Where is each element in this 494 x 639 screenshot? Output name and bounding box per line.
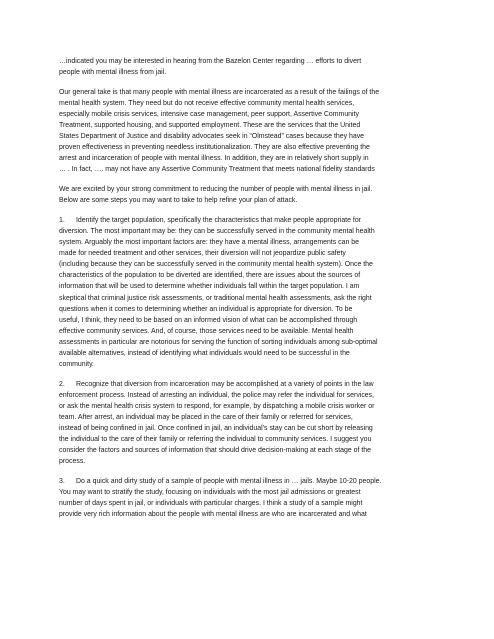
text-line [59, 215, 439, 226]
text-line: provide very rich information about the people with mental illness are who are incarcerated and what [59, 511, 367, 519]
text-line: instead of being confined in jail. Once confined in jail, an individual’s stay can be cut short by releasing [59, 425, 373, 433]
text-line: number of days spent in jail, or individuals with particular charges. I think a study of a sample might [59, 500, 363, 508]
text-line: especially mobile crisis services, intensive case management, peer support, Assertive Community [59, 110, 359, 118]
text-line: useful, I think, they need to be based on an informed vision of what can be accomplished through [59, 316, 358, 324]
list-number: 1. [59, 216, 65, 224]
text-line: We are excited by your strong commitment to reducing the number of people with mental illness in jail. [59, 186, 373, 194]
paragraph-step-2 [59, 379, 439, 468]
text-line: consider the factors and sources of information that should drive decision-making at each stage of the [59, 447, 371, 455]
text-line: arrest and incarceration of people with mental illness. In addition, they are in relatively short supply in [59, 155, 369, 163]
text-line: system. Arguably the most important factors are: they have a mental illness, arrangements can be [59, 239, 359, 247]
text-line: States Department of Justice and disability advocates seek in “Olmstead” cases because they have [59, 133, 365, 141]
text-line [59, 379, 439, 390]
text-line: people with mental illness from jail. [59, 69, 167, 77]
text-line: (including because they can be successfully served in the community mental health system). Once the [59, 261, 373, 269]
text-line: information that will be used to determine whether individuals fall within the target population. I am [59, 283, 360, 291]
text-line: assessments in particular are notorious for serving the function of sorting individuals among sub-optimal [59, 338, 378, 346]
paragraph-intro [59, 56, 439, 78]
text-line: questions when it comes to determining whether an individual is appropriate for diversion. To be [59, 305, 353, 313]
list-number: 2. [59, 380, 65, 388]
paragraph-step-3 [59, 476, 439, 520]
document-body [59, 56, 439, 529]
text-line: team. After arrest, an individual may be placed in the care of their family or referred for services, [59, 414, 353, 422]
text-line: Below are some steps you may want to take to help refine your plan of attack. [59, 197, 298, 205]
list-number: 3. [59, 478, 65, 486]
text-line: the individual to the care of their family or referring the individual to community services. I suggest you [59, 436, 372, 444]
paragraph-general-take [59, 87, 439, 176]
text-line: mental health system. They need but do not receive effective community mental health services, [59, 99, 355, 107]
text-line: … . In fact, …. may not have any Assertive Community Treatment that meets national fidelity standards [59, 166, 375, 174]
text-line [59, 476, 439, 487]
paragraph-step-1 [59, 215, 439, 370]
text-line-content: Do a quick and dirty study of a sample of people with mental illness in … jails. Maybe 10-20 people. [76, 478, 382, 486]
text-line: or ask the mental health crisis system to respond, for example, by dispatching a mobile crisis worker or [59, 403, 375, 410]
text-line: …indicated you may be interested in hearing from the Bazelon Center regarding … efforts to divert [59, 58, 362, 65]
paragraph-commitment [59, 184, 439, 206]
text-line: Treatment, supported housing, and supported employment. These are the services that the United [59, 122, 361, 130]
text-line: Our general take is that many people with mental illness are incarcerated as a result of the failings of the [59, 88, 380, 96]
text-line: You may want to stratify the study, focusing on individuals with the most jail admissions or greatest [59, 489, 361, 497]
text-line: available alternatives, instead of identifying what individuals would need to be successful in the [59, 350, 350, 358]
text-line-content: Recognize that diversion from incarceration may be accomplished at a variety of points in the law [76, 380, 374, 388]
text-line: made for needed treatment and other services, their diversion will not jeopardize public safety [59, 250, 346, 258]
text-line-content: Identify the target population, specifically the characteristics that make people appropriate for [76, 216, 361, 224]
text-line: community. [59, 361, 94, 369]
text-line: skeptical that criminal justice risk assessments, or traditional mental health assessments, ask the right [59, 294, 372, 302]
text-line: effective community services. And, of course, those services need to be available. Mental health [59, 327, 354, 335]
text-line: diversion. The most important may be: they can be successfully served in the community mental health [59, 228, 375, 235]
text-line: enforcement process. Instead of arresting an individual, the police may refer the individual for services, [59, 391, 375, 399]
text-line: proven effectiveness in preventing needless institutionalization. They are also effective preventing the [59, 144, 370, 152]
text-line: characteristics of the population to be diverted are identified, there are issues about the sources of [59, 272, 361, 280]
text-line: process. [59, 458, 86, 466]
